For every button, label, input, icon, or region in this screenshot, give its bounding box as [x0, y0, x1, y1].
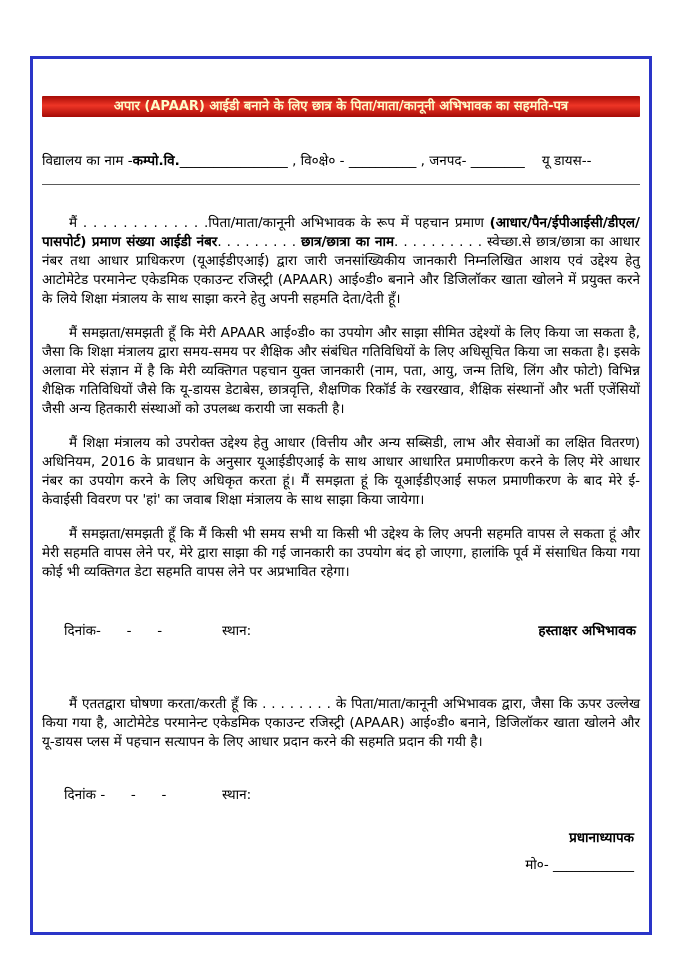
paragraph-segment: . . . . . . . . . — [217, 234, 302, 250]
date-label: दिनांक- - - — [64, 623, 163, 639]
divider-line — [42, 184, 640, 185]
paragraph-segment: मैं . . . . . . . . . . . . .पिता/माता/कानूनी अभिभावक के रूप में पहचान प्रमाण — [69, 215, 490, 231]
document-title: अपार (APAAR) आईडी बनाने के लिए छात्र के पिता/माता/कानूनी अभिभावक का सहमति-पत्र — [113, 99, 569, 114]
headmaster-label: प्रधानाध्यापक — [569, 830, 634, 846]
mobile-blank: ____________ — [553, 857, 634, 873]
consent-paragraph-4: मैं समझता/समझती हूँ कि मैं किसी भी समय सभी या किसी भी उद्देश्य के लिए अपनी सहमति वापस ले सकता हूं और मेरी सहमति वापस लेने पर, मेरे द्वारा साझा की गई जानकारी का उपयोग बंद हो जाएगा, हालांकि पूर्व में संसाधित किया गया कोई भी व्यक्तिगत डेटा सहमति वापस लेने पर अप्रभावित रहेगा। — [42, 526, 640, 580]
place-label: स्थान: — [222, 787, 252, 803]
headmaster-signature-row — [42, 786, 640, 805]
document-border-frame — [30, 56, 652, 935]
udise-label: यू डायस-- — [524, 153, 592, 169]
place-label: स्थान: — [222, 623, 252, 639]
consent-paragraph-3: मैं शिक्षा मंत्रालय को उपरोक्त उद्देश्य हेतु आधार (वित्तीय और अन्य सब्सिडी, लाभ और सेवाओं का लक्षित वितरण) अधिनियम, 2016 के प्रावधान के अनुसार यूआईडीएआई के साथ आधार आधारित प्रमाणीकरण करने के लिए मेरे आधार नंबर का उपयोग करने के लिए अधिकृत करता हूं। मैं समझता हूं कि यूआईडीएआई सफल प्रमाणीकरण के बाद मेरे ई-केवाईसी विवरण पर 'हां' का जवाब शिक्षा मंत्रालय के साथ साझा किया जायेगा। — [42, 435, 640, 508]
id-number-label-bold: प्रमाण संख्या आईडी नंबर — [86, 234, 218, 250]
date-label: दिनांक - - - — [64, 787, 167, 803]
consent-paragraph-1 — [42, 214, 640, 309]
guardian-signature-row — [42, 622, 640, 641]
block-blank: __________ — [348, 153, 417, 169]
district-label: , जनपद- — [416, 153, 471, 169]
school-name-blank: ________________ — [179, 153, 288, 169]
guardian-signature-label: हस्ताक्षर अभिभावक — [538, 623, 636, 639]
district-blank: ________ — [470, 153, 525, 169]
id-proof-types-bold: (आधार/पैन/ईपीआईसी/डीएल/पासपोर्ट) — [42, 215, 640, 250]
headmaster-block — [42, 829, 640, 875]
school-name-label: विद्यालय का नाम - — [42, 153, 133, 169]
student-name-label-bold: छात्र/छात्रा का नाम — [301, 234, 395, 250]
block-label: , वि०क्षे० - — [287, 153, 349, 169]
paragraph-segment: . . . . . . . . . . स्वेच्छा.से छात्र/छात्रा का आधार नंबर तथा आधार प्राधिकरण (यूआईडीएआई) द्वारा जारी जनसांख्यिकीय जानकारी निम्नलिखित आशय एवं उद्देश्य हेतु आटोमेटेड परमानेन्ट एकेडमिक एकाउन्ट रजिस्ट्री (APAAR) आई०डी० बनाने और डिजिलॉकर खाता खोलने में प्रयुक्त करने के लिये शिक्षा मंत्रालय के साथ साझा करने हेतु अपनी सहमति देता/देती हूँ। — [42, 234, 641, 307]
mobile-line — [42, 856, 634, 875]
school-info-line — [42, 152, 640, 171]
title-banner — [42, 96, 640, 117]
document-content — [33, 59, 649, 875]
school-type-abbr: कम्पो.वि. — [132, 153, 180, 169]
mobile-label: मो०- — [525, 857, 553, 873]
consent-paragraph-2: मैं समझता/समझती हूँ कि मेरी APAAR आई०डी० का उपयोग और साझा सीमित उद्देश्यों के लिए किया जा सकता है, जैसा कि शिक्षा मंत्रालय द्वारा समय-समय पर शैक्षिक और संबंधित गतिविधियों के लिए अधिसूचित किया जा सकता है। इसके अलावा मेरे संज्ञान में है कि मेरी व्यक्तिगत पहचान युक्त जानकारी (नाम, पता, आयु, जन्म तिथि, लिंग और फोटो) विभिन्न शैक्षिक गतिविधियों जैसे कि यू-डायस डेटाबेस, छात्रवृत्ति, शैक्षणिक रिकॉर्ड के रखरखाव, शैक्षिक संस्थानों और भर्ती एजेंसियों जैसी अन्य हितकारी संस्थाओं को उपलब्ध करायी जा सकती है। — [42, 325, 640, 417]
declaration-paragraph: मैं एततद्वारा घोषणा करता/करती हूँ कि . . . . . . . . के पिता/माता/कानूनी अभिभावक द्वारा, जैसा कि ऊपर उल्लेख किया गया है, आटोमेटेड परमानेन्ट एकेडमिक एकाउन्ट रजिस्ट्री (APAAR) आई०डी० बनाने, डिजिलॉकर खाता खोलने और यू-डायस प्लस में पहचान सत्यापन के लिए आधार प्रदान करने की सहमति प्रदान की गयी है। — [42, 696, 640, 750]
